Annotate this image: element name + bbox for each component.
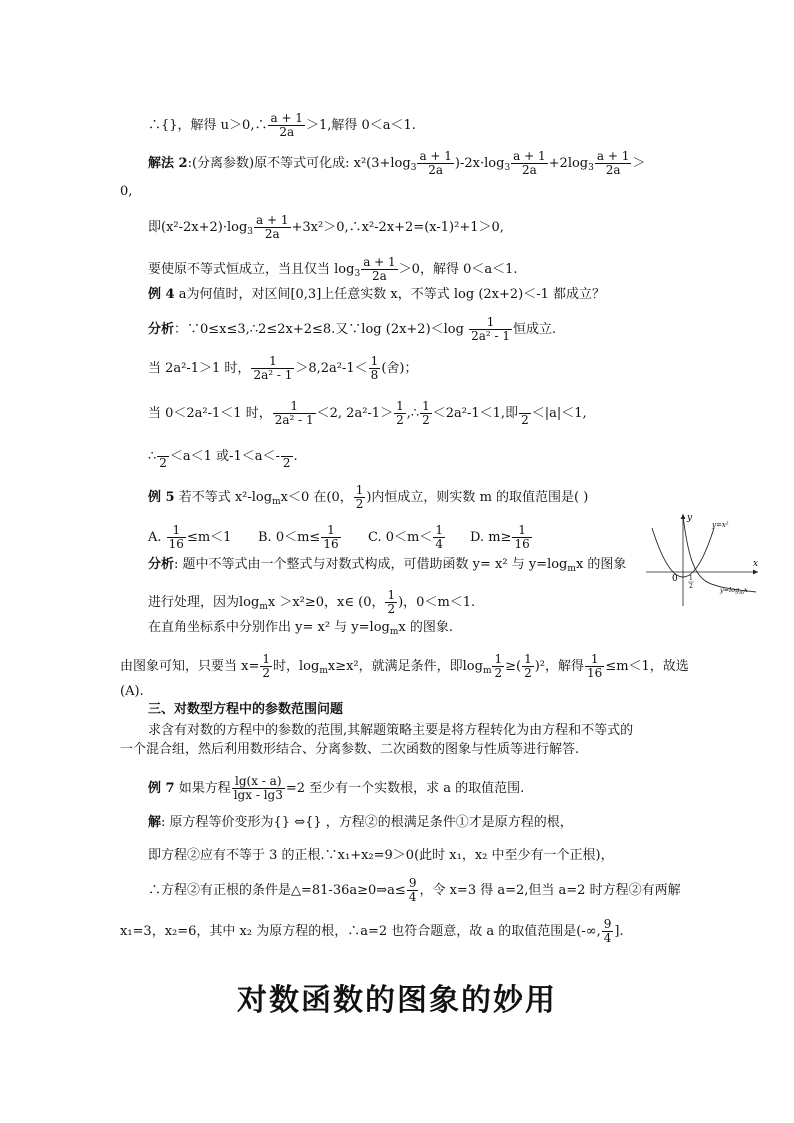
curve1-label: y=x² (712, 521, 729, 529)
origin-label: 0 (672, 574, 678, 584)
line-24: x₁=3，x₂=6，其中 x₂ 为原方程的根，∴a=2 也符合题意，故 a 的取值范围是(-∞, $\frac{9}{4}$ ]. (120, 917, 624, 945)
text: ＞1,解得 0＜a＜1. (305, 118, 416, 133)
line-21: 解: 原方程等价变形为{} ⇔{} ，方程②的根满足条件①才是原方程的根， (148, 815, 573, 830)
line-16: (A). (120, 684, 144, 699)
line-9: ∴ 2 ＜a＜1 或-1＜a＜- 2 . (148, 449, 298, 470)
line-15: 由图象可知，只要当 x= $\frac{1}{2}$ 时，$\log_mx\ge x^2$，就满足条件，即$\log_m$ $\frac{1}{2}$ ≥( $\frac{1}{2}$ )²，解得 $\frac{1}{16}$ ≤m＜1，故选 (120, 652, 689, 680)
example-4: 例 4 a为何值时，对区间[0,3]上任意实数 x，不等式 log (2x+2)＜-1 都成立？ (148, 287, 606, 302)
line-6: 分析：∵0≤x≤3,∴2≤2x+2≤8.又∵log (2x+2)＜log $\frac{1}{\text{2a² - 1}}$ 恒成立. (148, 315, 557, 343)
example-5: 例 5 若不等式 $x^2-\log_mx<0$ 在(0， $\frac{1}{2}$ )内恒成立，则实数 m 的取值范围是( ) (148, 483, 589, 511)
line-4: 要使原不等式恒成立，当且仅当 $\log_3$ $\frac{a + 1}{2a}$ ＞0，解得 0＜a＜1. (148, 255, 518, 283)
option-b: B. 0＜m≤ $\frac{1}{16}$ (258, 523, 339, 551)
line-12: 分析: 题中不等式由一个整式与对数式构成，可借助函数 y= x² 与 $y=\log_mx$ 的图象 (148, 557, 627, 574)
function-graph (640, 508, 766, 610)
line-23: ∴方程②有正根的条件是△=81-36a≥0⇒a≤ $\frac{9}{4}$ ，令 x=3 得 a=2,但当 a=2 时方程②有两解 (148, 876, 681, 904)
text: ，解得 u＞0,∴ (177, 118, 268, 133)
half-den: 2 (689, 583, 693, 590)
line-22: 即方程②应有不等于 3 的正根.∵x₁+x₂=9＞0(此时 x₁，x₂ 中至少有一个正根)， (148, 848, 614, 863)
page-title: 对数函数的图象的妙用 (237, 983, 557, 1018)
example-7: 例 7 如果方程 $\frac{\lg(x - a)}{\lg x - \lg 3}$ =2 至少有一个实数根，求 a 的取值范围. (148, 774, 525, 802)
x-axis-label: x (753, 559, 759, 569)
section-heading: 三、对数型方程中的参数范围问题 (148, 702, 344, 717)
option-d: D. m≥ $\frac{1}{16}$ (470, 523, 530, 551)
line-2: 解法 2:(分离参数)原不等式可化成: $x^2(3+\log_3$ $\frac{a + 1}{2a}$ )$-2x\cdot\log_3$ $\frac{a + 1}{2a}$ $+2\log_3$ $\frac{a + 1}{2a}$ ＞ (148, 149, 646, 177)
text: ∴{} (148, 118, 178, 133)
y-axis-label: y (687, 513, 693, 523)
line-3: 即$(x^2-2x+2)\cdot\log_3$ $\frac{a + 1}{2a}$ +3x²＞0,∴x²-2x+2=(x-1)²+1＞0, (148, 213, 504, 241)
line-13: 进行处理，因为$\log_mx >x^2\ge 0$，x∈ (0， $\frac{1}{2}$ )，0＜m＜1. (148, 588, 476, 616)
solution-label: 解法 2 (148, 156, 188, 171)
line-14: 在直角坐标系中分别作出 y= x² 与 $y=\log_mx$ 的图象. (148, 620, 454, 637)
line-8: 当 0＜2a²-1＜1 时， $\frac{1}{\text{2a² - 1}}$ ＜2, 2a²-1＞ $\frac{1}{2}$ ,∴ $\frac{1}{2}$ ＜2a²-1＜1,即 2 ＜|a|＜1, (148, 399, 587, 427)
line-1 (148, 112, 416, 139)
fraction: $\frac{a + 1}{2a}$ (270, 111, 303, 139)
option-c: C. 0＜m＜ $\frac{1}{4}$ (368, 523, 443, 551)
x-axis-arrow (753, 570, 758, 575)
paragraph-line-1: 求含有对数的方程中的参数的范围,其解题策略主要是将方程转化为由方程和不等式的 (148, 723, 634, 738)
half-num: 1 (689, 575, 693, 582)
line-2b: 0, (120, 184, 133, 199)
option-a: A. $\frac{1}{16}$ ≤m＜1 (148, 523, 232, 551)
line-7: 当 2a²-1＞1 时， $\frac{1}{\text{2a² - 1}}$ ＞8,2a²-1＜ $\frac{1}{8}$ (舍)； (148, 354, 418, 382)
example-label: 例 4 (148, 287, 175, 302)
paragraph-line-2: 一个混合组，然后利用数形结合、分离参数、二次函数的图象与性质等进行解答. (120, 742, 580, 757)
curve2-label: $y=\log_mx$ (720, 586, 748, 596)
